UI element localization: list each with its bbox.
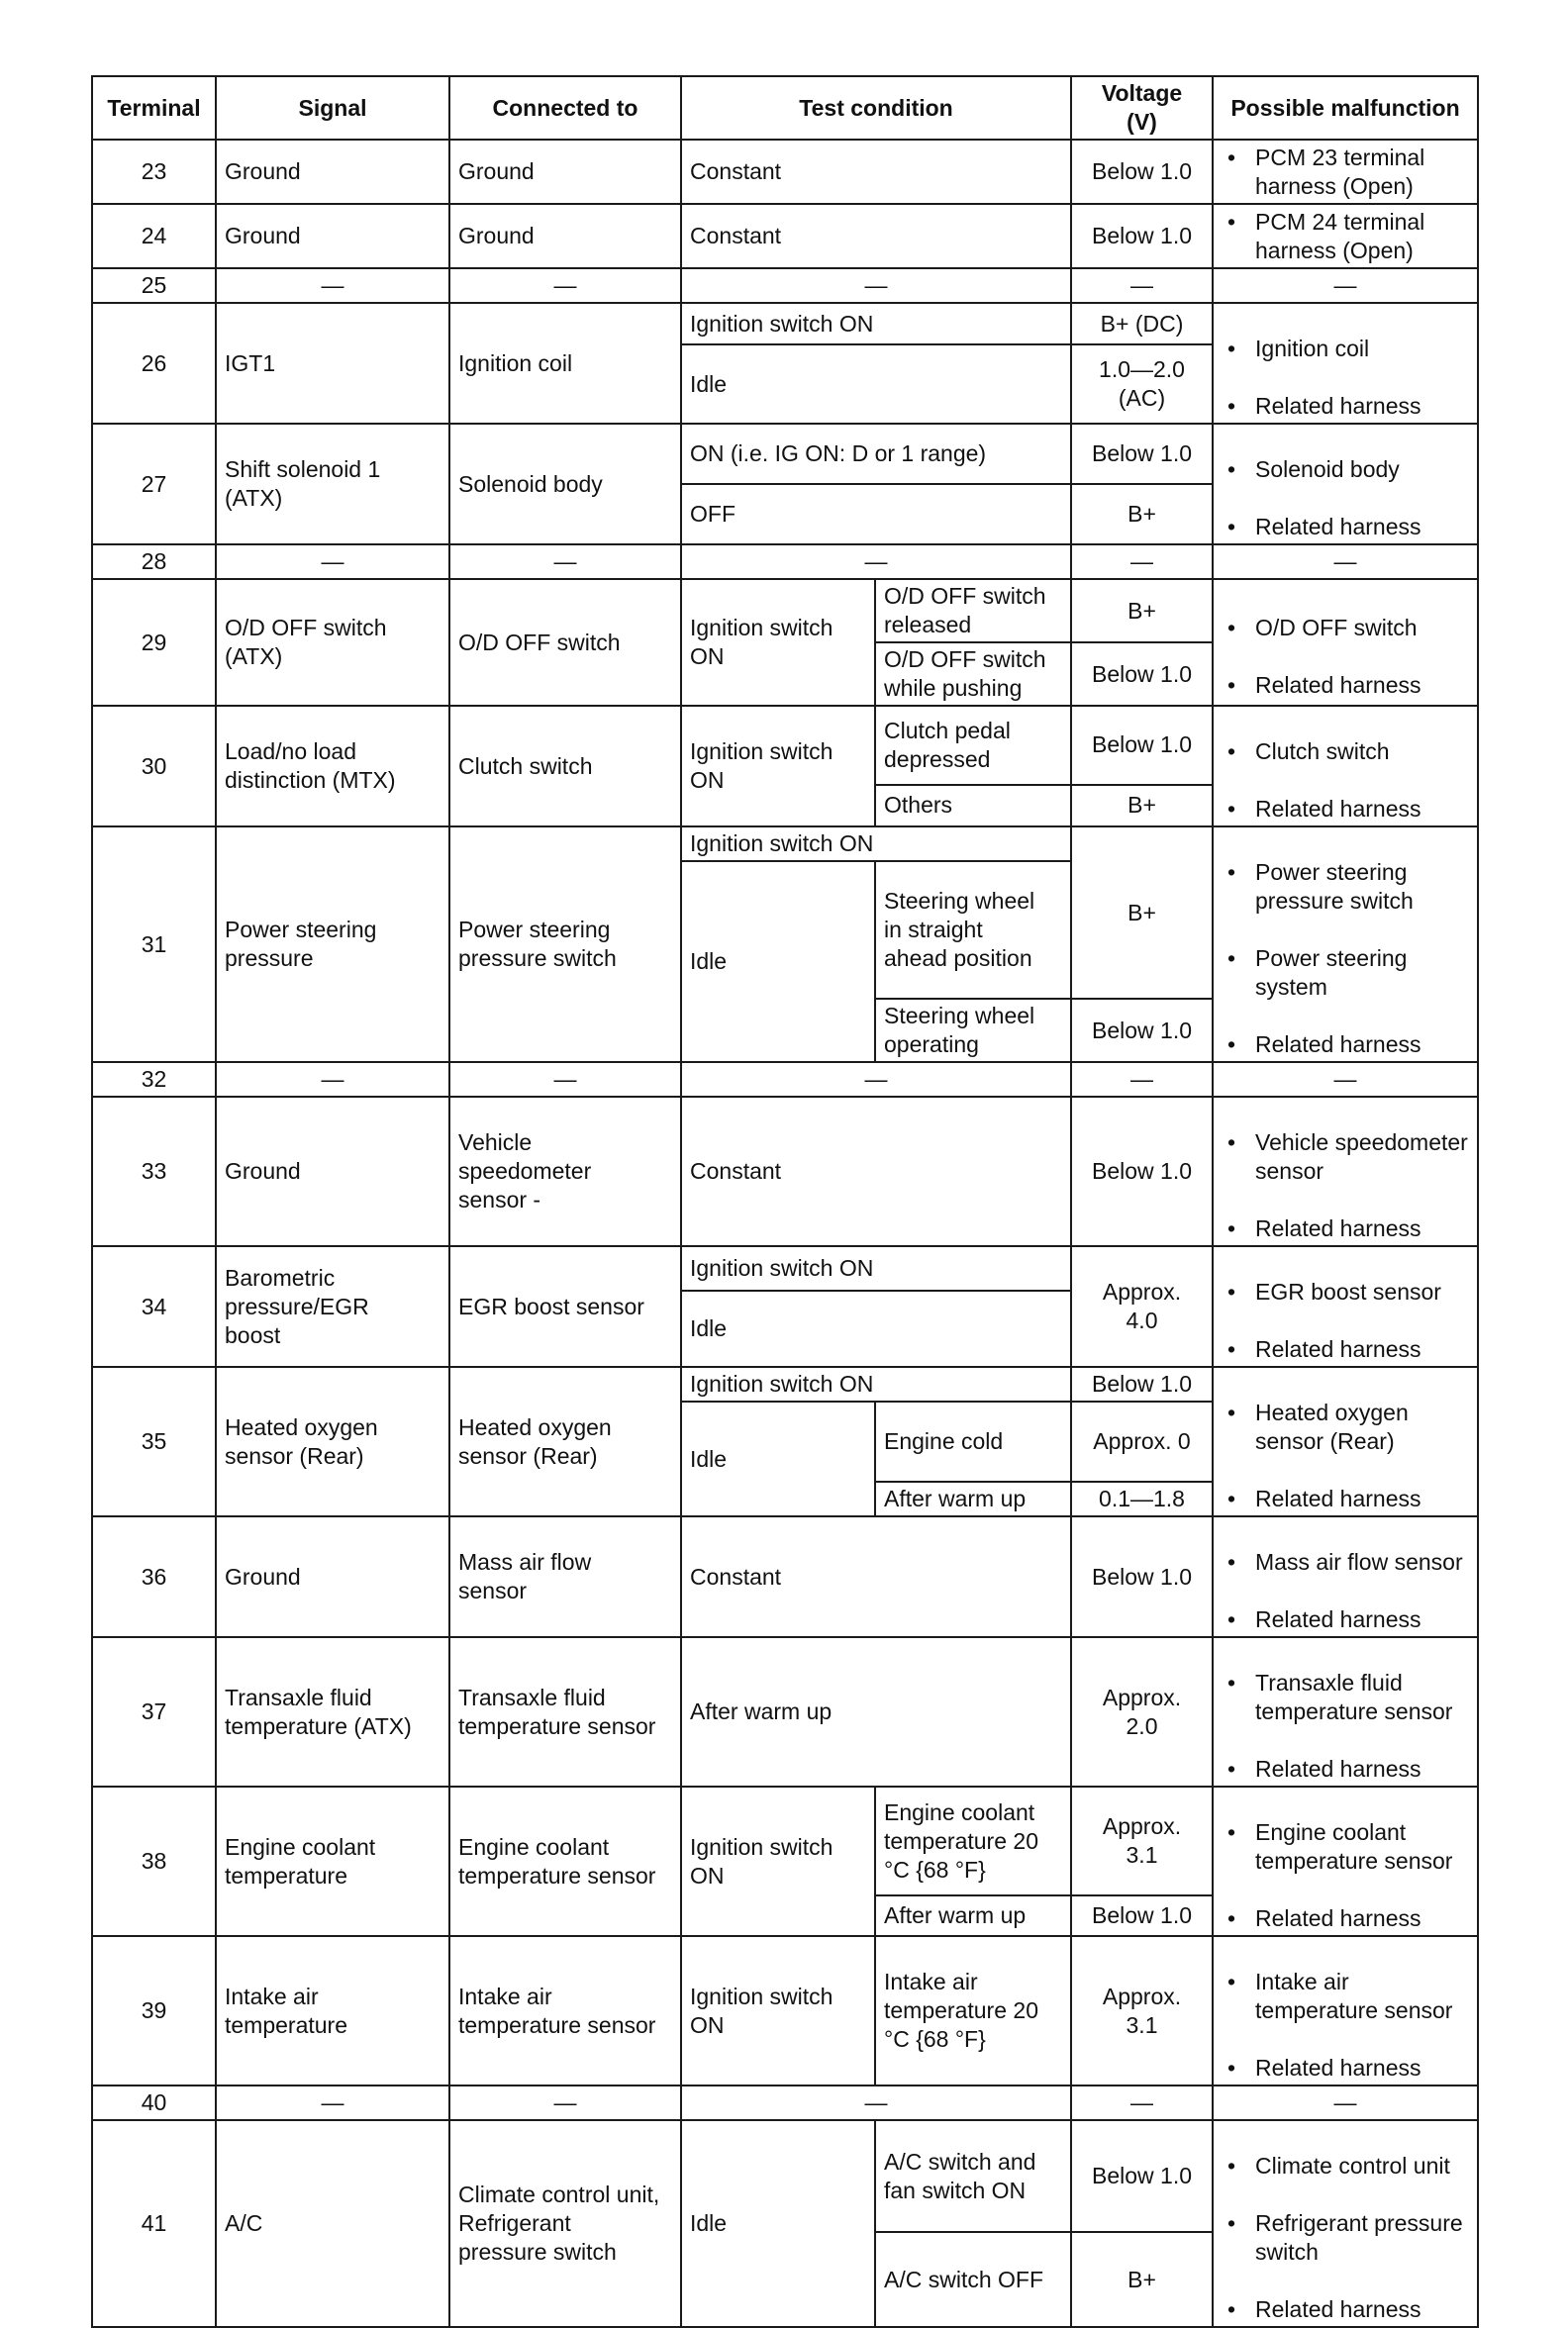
- voltage-cell: B+ (DC): [1071, 303, 1213, 344]
- table-row: [92, 1246, 1478, 1291]
- voltage-cell: Below 1.0: [1071, 424, 1213, 484]
- malfunction-cell: [1213, 1367, 1478, 1516]
- malfunction-item: • Related harness: [1255, 1755, 1469, 1784]
- connected-cell: Climate control unit, Refrigerant pressure switch: [449, 2120, 681, 2327]
- sub-condition-cell: After warm up: [875, 1482, 1071, 1516]
- header-test-condition: Test condition: [681, 76, 1071, 140]
- dash-cell: —: [1213, 1062, 1478, 1097]
- signal-cell: A/C: [216, 2120, 449, 2327]
- terminal-number: 24: [92, 204, 216, 268]
- malfunction-item: • Related harness: [1255, 392, 1469, 421]
- sub-condition-cell: A/C switch OFF: [875, 2232, 1071, 2327]
- voltage-cell: Below 1.0: [1071, 140, 1213, 204]
- header-terminal: Terminal: [92, 76, 216, 140]
- voltage-cell: B+: [1071, 2232, 1213, 2327]
- sub-condition-cell: O/D OFF switch released: [875, 579, 1071, 642]
- condition-cell: Constant: [681, 1097, 1071, 1246]
- malfunction-item: • Related harness: [1255, 2054, 1469, 2083]
- dash-cell: —: [1213, 2086, 1478, 2120]
- header-row: [92, 76, 1478, 140]
- malfunction-item: • Related harness: [1255, 1335, 1469, 1364]
- malfunction-cell: [1213, 1516, 1478, 1637]
- table-row: [92, 2086, 1478, 2120]
- condition-cell: Ignition switch ON: [681, 303, 1071, 344]
- table-row: [92, 706, 1478, 785]
- table-row: [92, 1516, 1478, 1637]
- sub-condition-cell: Engine cold: [875, 1402, 1071, 1482]
- condition-cell: Ignition switch ON: [681, 706, 875, 826]
- malfunction-item: • Mass air flow sensor: [1255, 1548, 1469, 1577]
- voltage-cell: Approx. 3.1: [1071, 1936, 1213, 2086]
- malfunction-item: • Related harness: [1255, 1605, 1469, 1634]
- connected-cell: Power steering pressure switch: [449, 826, 681, 1062]
- signal-cell: Ground: [216, 140, 449, 204]
- signal-cell: Barometric pressure/EGR boost: [216, 1246, 449, 1367]
- voltage-cell: Below 1.0: [1071, 204, 1213, 268]
- malfunction-item: • Related harness: [1255, 1485, 1469, 1513]
- dash-cell: —: [449, 544, 681, 579]
- terminal-number: 40: [92, 2086, 216, 2120]
- malfunction-item: • Related harness: [1255, 671, 1469, 700]
- header-voltage: Voltage (V): [1071, 76, 1213, 140]
- malfunction-item: • Related harness: [1255, 2295, 1469, 2324]
- malfunction-cell: [1213, 1936, 1478, 2086]
- connected-cell: Mass air flow sensor: [449, 1516, 681, 1637]
- voltage-cell: B+: [1071, 785, 1213, 826]
- voltage-cell: Below 1.0: [1071, 1895, 1213, 1936]
- terminal-number: 31: [92, 826, 216, 1062]
- sub-condition-cell: Steering wheel operating: [875, 999, 1071, 1062]
- sub-condition-cell: Engine coolant temperature 20 °C {68 °F}: [875, 1787, 1071, 1895]
- table-row: [92, 1787, 1478, 1895]
- signal-cell: Load/no load distinction (MTX): [216, 706, 449, 826]
- malfunction-item: • PCM 24 terminal harness (Open): [1255, 208, 1469, 265]
- malfunction-item: • Power steering system: [1255, 944, 1469, 1002]
- condition-cell: Ignition switch ON: [681, 1787, 875, 1936]
- malfunction-item: • Related harness: [1255, 1214, 1469, 1243]
- malfunction-cell: [1213, 2120, 1478, 2327]
- condition-cell: Ignition switch ON: [681, 1936, 875, 2086]
- header-connected-to: Connected to: [449, 76, 681, 140]
- terminal-number: 28: [92, 544, 216, 579]
- terminal-number: 37: [92, 1637, 216, 1787]
- signal-cell: Heated oxygen sensor (Rear): [216, 1367, 449, 1516]
- terminal-number: 38: [92, 1787, 216, 1936]
- terminal-number: 23: [92, 140, 216, 204]
- malfunction-item: • Related harness: [1255, 1904, 1469, 1933]
- condition-cell: Constant: [681, 1516, 1071, 1637]
- connected-cell: O/D OFF switch: [449, 579, 681, 706]
- malfunction-item: • Transaxle fluid temperature sensor: [1255, 1669, 1469, 1726]
- sub-condition-cell: Others: [875, 785, 1071, 826]
- malfunction-item: • Related harness: [1255, 513, 1469, 541]
- malfunction-cell: [1213, 1097, 1478, 1246]
- condition-cell: Ignition switch ON: [681, 1246, 1071, 1291]
- terminal-number: 27: [92, 424, 216, 544]
- table-row: [92, 544, 1478, 579]
- voltage-cell: Approx. 0: [1071, 1402, 1213, 1482]
- connected-cell: Clutch switch: [449, 706, 681, 826]
- malfunction-cell: [1213, 1246, 1478, 1367]
- connected-cell: Ignition coil: [449, 303, 681, 424]
- table-row: [92, 826, 1478, 861]
- voltage-cell: B+: [1071, 826, 1213, 999]
- connected-cell: EGR boost sensor: [449, 1246, 681, 1367]
- connected-cell: Intake air temperature sensor: [449, 1936, 681, 2086]
- malfunction-item: • O/D OFF switch: [1255, 614, 1469, 642]
- voltage-cell: 1.0—2.0 (AC): [1071, 344, 1213, 424]
- voltage-cell: Approx. 3.1: [1071, 1787, 1213, 1895]
- condition-cell: Constant: [681, 204, 1071, 268]
- malfunction-item: • Climate control unit: [1255, 2152, 1469, 2181]
- dash-cell: —: [1071, 2086, 1213, 2120]
- malfunction-cell: [1213, 204, 1478, 268]
- dash-cell: —: [681, 544, 1071, 579]
- dash-cell: —: [449, 1062, 681, 1097]
- malfunction-cell: [1213, 579, 1478, 706]
- sub-condition-cell: After warm up: [875, 1895, 1071, 1936]
- table-row: [92, 268, 1478, 303]
- malfunction-cell: [1213, 826, 1478, 1062]
- malfunction-item: • Vehicle speedometer sensor: [1255, 1128, 1469, 1186]
- dash-cell: —: [216, 2086, 449, 2120]
- condition-cell: Idle: [681, 1402, 875, 1516]
- terminal-number: 41: [92, 2120, 216, 2327]
- voltage-cell: Approx. 2.0: [1071, 1637, 1213, 1787]
- malfunction-item: • Solenoid body: [1255, 455, 1469, 484]
- connected-cell: Ground: [449, 140, 681, 204]
- table-row: [92, 1062, 1478, 1097]
- table-row: [92, 204, 1478, 268]
- dash-cell: —: [216, 268, 449, 303]
- signal-cell: Transaxle fluid temperature (ATX): [216, 1637, 449, 1787]
- malfunction-item: • Clutch switch: [1255, 737, 1469, 766]
- terminal-number: 25: [92, 268, 216, 303]
- voltage-cell: B+: [1071, 484, 1213, 544]
- malfunction-cell: [1213, 303, 1478, 424]
- terminal-number: 29: [92, 579, 216, 706]
- malfunction-item: • Heated oxygen sensor (Rear): [1255, 1399, 1469, 1456]
- dash-cell: —: [449, 2086, 681, 2120]
- table-row: [92, 579, 1478, 642]
- table-row: [92, 303, 1478, 344]
- dash-cell: —: [681, 1062, 1071, 1097]
- condition-cell: Idle: [681, 861, 875, 1062]
- header-possible-malfunction: Possible malfunction: [1213, 76, 1478, 140]
- malfunction-item: • Ignition coil: [1255, 335, 1469, 363]
- condition-cell: Constant: [681, 140, 1071, 204]
- header-signal: Signal: [216, 76, 449, 140]
- dash-cell: —: [216, 1062, 449, 1097]
- connected-cell: Transaxle fluid temperature sensor: [449, 1637, 681, 1787]
- dash-cell: —: [1213, 268, 1478, 303]
- voltage-cell: 0.1—1.8: [1071, 1482, 1213, 1516]
- dash-cell: —: [1071, 544, 1213, 579]
- dash-cell: —: [449, 268, 681, 303]
- malfunction-item: • Power steering pressure switch: [1255, 858, 1469, 916]
- terminal-number: 35: [92, 1367, 216, 1516]
- dash-cell: —: [681, 2086, 1071, 2120]
- malfunction-cell: [1213, 706, 1478, 826]
- voltage-cell: Below 1.0: [1071, 999, 1213, 1062]
- malfunction-item: • Related harness: [1255, 795, 1469, 824]
- signal-cell: Engine coolant temperature: [216, 1787, 449, 1936]
- sub-condition-cell: Clutch pedal depressed: [875, 706, 1071, 785]
- voltage-cell: Approx. 4.0: [1071, 1246, 1213, 1367]
- table-row: [92, 2120, 1478, 2232]
- malfunction-item: • Related harness: [1255, 1030, 1469, 1059]
- signal-cell: Ground: [216, 204, 449, 268]
- voltage-cell: Below 1.0: [1071, 2120, 1213, 2232]
- condition-cell: Ignition switch ON: [681, 1367, 1071, 1402]
- malfunction-item: • PCM 23 terminal harness (Open): [1255, 144, 1469, 201]
- signal-cell: Power steering pressure: [216, 826, 449, 1062]
- malfunction-cell: [1213, 140, 1478, 204]
- sub-condition-cell: A/C switch and fan switch ON: [875, 2120, 1071, 2232]
- condition-cell: Idle: [681, 2120, 875, 2327]
- malfunction-item: • Intake air temperature sensor: [1255, 1968, 1469, 2025]
- condition-cell: OFF: [681, 484, 1071, 544]
- malfunction-item: • EGR boost sensor: [1255, 1278, 1469, 1307]
- table-row: [92, 1367, 1478, 1402]
- dash-cell: —: [1071, 1062, 1213, 1097]
- terminal-table: [91, 75, 1479, 2328]
- sub-condition-cell: Intake air temperature 20 °C {68 °F}: [875, 1936, 1071, 2086]
- connected-cell: Ground: [449, 204, 681, 268]
- signal-cell: O/D OFF switch (ATX): [216, 579, 449, 706]
- malfunction-cell: [1213, 1637, 1478, 1787]
- condition-cell: Ignition switch ON: [681, 579, 875, 706]
- connected-cell: Vehicle speedometer sensor -: [449, 1097, 681, 1246]
- malfunction-item: • Engine coolant temperature sensor: [1255, 1818, 1469, 1876]
- malfunction-item: • Refrigerant pressure switch: [1255, 2209, 1469, 2267]
- terminal-number: 30: [92, 706, 216, 826]
- dash-cell: —: [681, 268, 1071, 303]
- signal-cell: Shift solenoid 1 (ATX): [216, 424, 449, 544]
- dash-cell: —: [1213, 544, 1478, 579]
- signal-cell: IGT1: [216, 303, 449, 424]
- dash-cell: —: [1071, 268, 1213, 303]
- connected-cell: Solenoid body: [449, 424, 681, 544]
- table-row: [92, 1936, 1478, 2086]
- voltage-cell: Below 1.0: [1071, 1367, 1213, 1402]
- voltage-cell: Below 1.0: [1071, 706, 1213, 785]
- condition-cell: Idle: [681, 344, 1071, 424]
- voltage-cell: B+: [1071, 579, 1213, 642]
- table-row: [92, 424, 1478, 484]
- dash-cell: —: [216, 544, 449, 579]
- signal-cell: Ground: [216, 1516, 449, 1637]
- condition-cell: Ignition switch ON: [681, 826, 1071, 861]
- terminal-number: 39: [92, 1936, 216, 2086]
- sub-condition-cell: Steering wheel in straight ahead position: [875, 861, 1071, 999]
- voltage-cell: Below 1.0: [1071, 642, 1213, 706]
- condition-cell: After warm up: [681, 1637, 1071, 1787]
- terminal-number: 36: [92, 1516, 216, 1637]
- connected-cell: Heated oxygen sensor (Rear): [449, 1367, 681, 1516]
- malfunction-cell: [1213, 1787, 1478, 1936]
- condition-cell: ON (i.e. IG ON: D or 1 range): [681, 424, 1071, 484]
- terminal-number: 34: [92, 1246, 216, 1367]
- terminal-number: 26: [92, 303, 216, 424]
- signal-cell: Intake air temperature: [216, 1936, 449, 2086]
- connected-cell: Engine coolant temperature sensor: [449, 1787, 681, 1936]
- terminal-number: 33: [92, 1097, 216, 1246]
- table-row: [92, 1097, 1478, 1246]
- signal-cell: Ground: [216, 1097, 449, 1246]
- malfunction-cell: [1213, 424, 1478, 544]
- table-row: [92, 1637, 1478, 1787]
- terminal-number: 32: [92, 1062, 216, 1097]
- sub-condition-cell: O/D OFF switch while pushing: [875, 642, 1071, 706]
- table-row: [92, 140, 1478, 204]
- condition-cell: Idle: [681, 1291, 1071, 1367]
- voltage-cell: Below 1.0: [1071, 1516, 1213, 1637]
- voltage-cell: Below 1.0: [1071, 1097, 1213, 1246]
